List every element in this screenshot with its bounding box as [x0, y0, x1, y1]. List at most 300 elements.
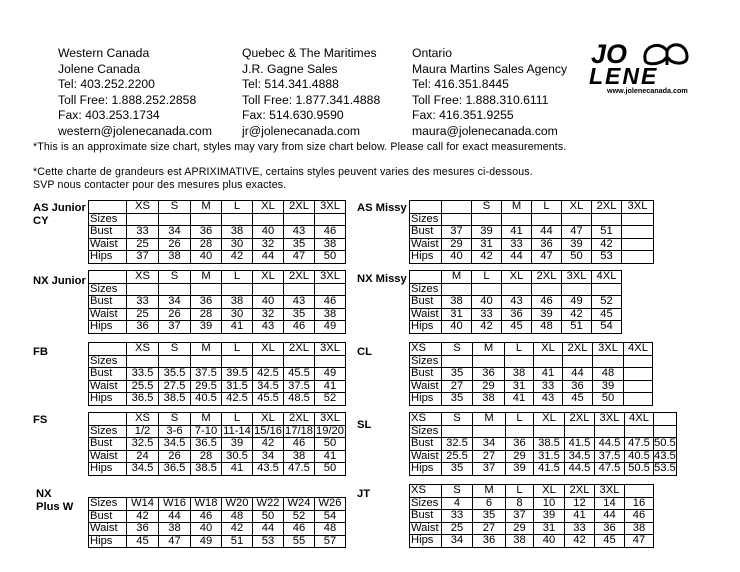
table-cell: 48.5 [284, 393, 315, 406]
table-cell: 45 [127, 535, 159, 548]
table-cell: 41.5 [534, 463, 565, 476]
table-label: JT [357, 488, 371, 500]
row-label: Waist [410, 380, 442, 393]
table-cell: 38 [315, 308, 346, 321]
table-cell: 34 [473, 438, 506, 451]
table-cell: 31 [472, 238, 502, 251]
table-cell: 1/2 [127, 425, 159, 438]
contact-region: Western Canada [58, 46, 150, 60]
header-cell [625, 485, 654, 498]
table-cell: 33 [442, 510, 473, 523]
table-cell: 54 [315, 510, 346, 523]
table-cell: 50 [593, 393, 624, 406]
table-cell [563, 355, 593, 368]
table-cell: 37 [442, 226, 472, 239]
table-cell [565, 425, 595, 438]
table-cell: 46 [625, 510, 654, 523]
table-cell: 34.5 [565, 450, 595, 463]
table-cell: 44 [253, 523, 284, 536]
table-cell: 32.5 [442, 438, 473, 451]
table-cell: 44 [502, 251, 532, 264]
table-row [410, 425, 677, 438]
table-cell: 34.5 [253, 380, 284, 393]
table-cell: 31 [534, 522, 565, 535]
table-cell: 35 [284, 308, 315, 321]
table-cell: 43.5 [654, 450, 676, 462]
table-row [410, 238, 654, 251]
table-cell: 31.5 [534, 450, 565, 463]
table-cell: 38 [625, 522, 654, 535]
table-cell: 35 [442, 463, 473, 476]
table-cell: 41.5 [565, 438, 595, 451]
table-cell: 39.5 [222, 368, 253, 381]
table-cell: 36 [506, 438, 534, 451]
header-cell: XS [127, 271, 159, 284]
table-cell: 47.5 [595, 463, 625, 476]
table-cell: 30 [222, 308, 253, 321]
row-label: Hips [89, 393, 127, 406]
table-cell: 33 [565, 522, 595, 535]
table-cell: 36 [191, 226, 222, 239]
table-cell [191, 283, 222, 296]
table-cell: 36 [502, 308, 532, 321]
table-row [89, 393, 346, 406]
table-cell: 39 [532, 308, 562, 321]
header-cell: M [442, 271, 472, 284]
table-row [410, 283, 622, 296]
table-cell [222, 355, 253, 368]
header-cell [89, 271, 127, 284]
table-cell: 38.5 [534, 438, 565, 451]
row-label: Sizes [410, 213, 442, 226]
header-cell: 2XL [565, 413, 595, 426]
table-cell: 36 [563, 380, 593, 393]
table-cell: 42 [253, 438, 284, 451]
table-cell: 3-6 [159, 425, 191, 438]
header-row [89, 413, 346, 426]
table-cell: 41 [222, 321, 253, 334]
table-cell [502, 213, 532, 226]
row-label: Bust [410, 226, 442, 239]
table-row [89, 523, 346, 536]
table-cell: 51 [562, 321, 592, 334]
table-cell: 54 [592, 321, 622, 334]
table-cell: 37.5 [284, 380, 315, 393]
table-cell [253, 355, 284, 368]
table-row [89, 463, 346, 476]
table-cell: 49 [562, 296, 592, 309]
table-cell: 25.5 [127, 380, 159, 393]
table-cell: 33 [127, 296, 159, 309]
header-cell: XS [410, 485, 442, 498]
row-label: Waist [89, 523, 127, 536]
table-cell: 52 [284, 510, 315, 523]
logo-line1: JO [591, 39, 628, 69]
table-cell: 41 [502, 226, 532, 239]
table-row [410, 308, 622, 321]
table-cell: 40 [253, 296, 284, 309]
header-cell: XL [253, 271, 284, 284]
row-label: Sizes [89, 498, 127, 511]
table-cell: 45 [563, 393, 593, 406]
table-row [410, 522, 654, 535]
table-row [410, 368, 653, 381]
row-label: Waist [89, 308, 127, 321]
header-cell [442, 201, 472, 214]
table-cell: 35 [284, 238, 315, 251]
size-table [409, 270, 622, 334]
table-cell: 39 [222, 438, 253, 451]
table-cell: 42 [562, 308, 592, 321]
row-label: Sizes [410, 425, 442, 438]
table-cell: 46 [315, 296, 346, 309]
table-cell: 36.5 [159, 463, 191, 476]
table-row [410, 226, 654, 239]
table-row [89, 213, 346, 226]
table-cell: 27 [473, 450, 506, 463]
table-cell: 38.5 [159, 393, 191, 406]
table-cell [472, 283, 502, 296]
table-row [89, 380, 346, 393]
row-label: Waist [89, 238, 127, 251]
contact-email: maura@jolenecanada.com [412, 123, 558, 138]
table-cell: 49 [315, 321, 346, 334]
table-label: CL [357, 346, 372, 358]
table-cell [562, 213, 592, 226]
header-cell [410, 271, 442, 284]
table-cell: 17/18 [285, 425, 313, 437]
note-english: *This is an approximate size chart, styles may vary from size chart below. Please call for exact measurements. [33, 141, 567, 153]
header-cell: 2XL [592, 201, 622, 214]
table-cell: 49 [315, 368, 346, 381]
contact-agent: Maura Martins Sales Agency [412, 61, 568, 76]
contact-quebec [242, 46, 380, 140]
header-cell: XL [253, 343, 284, 356]
table-cell: 45 [502, 321, 532, 334]
header-row [89, 201, 346, 214]
table-cell: 46 [532, 296, 562, 309]
table-cell: 38 [284, 450, 315, 463]
table-cell: 53 [592, 251, 622, 264]
table-cell: W14 [127, 498, 159, 511]
table-cell [502, 283, 532, 296]
header-cell: S [442, 485, 473, 498]
table-row [89, 238, 346, 251]
table-cell: 52 [592, 296, 622, 309]
contact-region: Quebec & The Maritimes [242, 46, 377, 60]
table-cell: 34 [253, 450, 284, 463]
contact-tollfree: Toll Free: 1.888.252.2858 [58, 92, 197, 107]
contact-tel: Tel: 514.341.4888 [242, 77, 339, 92]
logo-url: www.jolenecanada.com [607, 86, 688, 95]
contact-tel: Tel: 403.252.2200 [58, 77, 155, 92]
table-cell: 32 [253, 238, 284, 251]
table-cell: 44 [253, 251, 284, 264]
table-cell [622, 251, 654, 264]
table-cell: 42 [592, 238, 622, 251]
table-cell [222, 213, 253, 226]
row-label: Hips [89, 535, 127, 548]
table-cell [442, 425, 473, 438]
table-cell: 46 [284, 321, 315, 334]
table-cell: 38 [506, 535, 534, 548]
table-label: FS [33, 414, 48, 426]
table-cell: 45.5 [253, 393, 284, 406]
table-row [410, 463, 677, 476]
jolene-logo [583, 37, 703, 99]
table-cell [191, 213, 222, 226]
table-cell [442, 283, 472, 296]
header-cell: 3XL [593, 343, 624, 356]
table-cell: 57 [315, 535, 346, 548]
table-cell: 46 [315, 226, 346, 239]
table-cell: 27 [442, 380, 473, 393]
header-cell [410, 201, 442, 214]
header-cell: L [506, 485, 534, 498]
size-table [88, 270, 346, 334]
table-row [410, 321, 622, 334]
table-cell: 45 [592, 308, 622, 321]
row-label: Bust [89, 296, 127, 309]
row-label: Bust [410, 510, 442, 523]
table-row [89, 510, 346, 523]
table-cell: 26 [159, 238, 191, 251]
contact-fax: Fax: 403.253.1734 [58, 108, 160, 123]
row-label: Hips [410, 535, 442, 548]
table-row [410, 380, 653, 393]
table-cell: 40 [191, 251, 222, 264]
row-label: Hips [410, 251, 442, 264]
table-row [410, 296, 622, 309]
table-cell: 38 [315, 238, 346, 251]
table-cell: 38 [473, 393, 505, 406]
table-row [89, 425, 346, 438]
header-cell: 3XL [315, 201, 346, 214]
table-cell: 26 [159, 450, 191, 463]
table-cell: 53.5 [654, 462, 676, 475]
table-cell [624, 368, 653, 381]
header-cell: S [159, 413, 191, 426]
row-label: Sizes [89, 213, 127, 226]
table-row [89, 355, 346, 368]
table-cell [505, 355, 534, 368]
table-cell: 38 [222, 296, 253, 309]
table-cell: 37 [506, 510, 534, 523]
table-cell [127, 283, 159, 296]
table-row [89, 368, 346, 381]
table-cell: W24 [284, 498, 315, 511]
table-cell: 36 [127, 321, 159, 334]
table-cell: 50 [315, 463, 346, 476]
table-cell: 53 [253, 535, 284, 548]
header-cell: L [505, 343, 534, 356]
contact-ontario [412, 46, 567, 140]
table-cell: 38 [442, 296, 472, 309]
table-cell: 47 [284, 251, 315, 264]
row-label: Sizes [410, 283, 442, 296]
table-cell: 40 [442, 251, 472, 264]
row-label: Waist [89, 450, 127, 463]
table-cell: 43 [253, 321, 284, 334]
table-cell: 51 [592, 226, 622, 239]
table-cell: 32.5 [127, 438, 159, 451]
table-row [89, 321, 346, 334]
table-cell [506, 425, 534, 438]
header-cell: XS [127, 343, 159, 356]
table-cell: 42 [127, 510, 159, 523]
header-cell: XL [502, 271, 532, 284]
table-cell: 47 [562, 226, 592, 239]
header-cell: XS [410, 413, 442, 426]
table-cell: 16 [625, 497, 654, 510]
table-row [410, 510, 654, 523]
table-label: NX Junior [33, 275, 86, 287]
table-cell: 48 [593, 368, 624, 381]
table-cell: 41 [534, 368, 563, 381]
contact-tollfree: Toll Free: 1.888.310.6111 [412, 92, 549, 107]
table-cell: 41 [315, 380, 346, 393]
table-cell: 33 [534, 380, 563, 393]
header-cell: S [159, 201, 191, 214]
row-label: Hips [410, 393, 442, 406]
table-cell: 37 [473, 463, 506, 476]
table-cell: 43 [284, 296, 315, 309]
header-cell: XL [534, 413, 565, 426]
header-cell [89, 343, 127, 356]
table-cell: 44 [159, 510, 191, 523]
header-cell: 2XL [284, 413, 315, 426]
row-label: Hips [89, 251, 127, 264]
table-cell [532, 213, 562, 226]
table-cell: 44.5 [595, 438, 625, 451]
table-cell: 25 [127, 308, 159, 321]
table-cell: 30.5 [222, 450, 253, 463]
header-cell: 3XL [315, 413, 346, 426]
table-cell: 28 [191, 238, 222, 251]
size-table [88, 342, 346, 406]
header-cell: L [222, 413, 253, 426]
table-cell: 40 [253, 226, 284, 239]
table-cell [253, 283, 284, 296]
row-label: Bust [410, 296, 442, 309]
row-label: Bust [410, 438, 442, 451]
row-label: Sizes [89, 355, 127, 368]
table-cell: 26 [159, 308, 191, 321]
table-cell: W20 [222, 498, 253, 511]
table-cell: 38.5 [191, 463, 222, 476]
table-cell: 48 [532, 321, 562, 334]
header-cell: L [222, 343, 253, 356]
table-cell: W26 [315, 498, 346, 511]
table-cell: 46 [191, 510, 222, 523]
table-cell: 39 [506, 463, 534, 476]
table-cell [592, 213, 622, 226]
table-cell: 27 [473, 522, 506, 535]
table-cell: 42.5 [253, 368, 284, 381]
table-cell: 41 [315, 450, 346, 463]
table-cell: 28 [191, 450, 222, 463]
row-label: Waist [89, 380, 127, 393]
contact-fax: Fax: 514.630.9590 [242, 108, 344, 123]
table-cell: 19/20 [316, 425, 344, 437]
table-cell [622, 238, 654, 251]
table-cell: 50 [315, 438, 346, 451]
table-cell [473, 355, 505, 368]
contact-tel: Tel: 416.351.8445 [412, 77, 509, 92]
table-cell [284, 283, 315, 296]
table-cell [624, 380, 653, 393]
row-label: Bust [89, 510, 127, 523]
table-cell: 25 [442, 522, 473, 535]
table-cell: 12 [565, 497, 595, 510]
table-cell: 43.5 [253, 463, 284, 476]
table-cell: 41 [222, 463, 253, 476]
table-cell: W16 [159, 498, 191, 511]
table-cell [654, 425, 677, 438]
table-cell: 44 [563, 368, 593, 381]
table-cell: 36 [127, 523, 159, 536]
contact-email: western@jolenecanada.com [58, 123, 212, 138]
row-label: Hips [410, 463, 442, 476]
table-cell: 50.5 [654, 437, 676, 450]
table-cell: 34 [442, 535, 473, 548]
table-row [89, 535, 346, 548]
header-cell [89, 201, 127, 214]
table-cell: 25 [127, 238, 159, 251]
size-table [409, 484, 654, 548]
header-cell: L [506, 413, 534, 426]
header-cell: M [191, 413, 222, 426]
table-cell [315, 355, 346, 368]
header-cell: L [472, 271, 502, 284]
table-cell: 42.5 [222, 393, 253, 406]
header-cell: 4XL [625, 413, 654, 426]
table-cell: 42 [472, 251, 502, 264]
table-cell: 40.5 [625, 450, 654, 463]
table-cell: 11-14 [223, 425, 251, 437]
table-cell: 37 [127, 251, 159, 264]
table-cell: 8 [506, 497, 534, 510]
table-cell: 37.5 [191, 368, 222, 381]
row-label: Bust [89, 438, 127, 451]
table-cell: 36 [532, 238, 562, 251]
contact-region: Ontario [412, 46, 452, 60]
row-label: Sizes [410, 355, 442, 368]
table-cell: 40 [442, 321, 472, 334]
table-cell [127, 355, 159, 368]
table-cell: 35.5 [159, 368, 191, 381]
table-cell: 50 [253, 510, 284, 523]
table-cell: 28 [191, 308, 222, 321]
table-cell [534, 355, 563, 368]
table-cell: 55 [284, 535, 315, 548]
table-cell: 32 [253, 308, 284, 321]
table-cell: 39 [191, 321, 222, 334]
table-cell: 39 [562, 238, 592, 251]
contact-agent: Jolene Canada [58, 61, 140, 76]
table-cell: 30 [222, 238, 253, 251]
row-label: Hips [410, 321, 442, 334]
header-cell: M [502, 201, 532, 214]
header-row [89, 343, 346, 356]
table-cell: 48 [315, 523, 346, 536]
table-cell: W18 [191, 498, 222, 511]
header-row [410, 201, 654, 214]
table-cell: 47.5 [625, 438, 654, 451]
table-row [410, 355, 653, 368]
header-cell: 3XL [315, 271, 346, 284]
table-cell [315, 213, 346, 226]
